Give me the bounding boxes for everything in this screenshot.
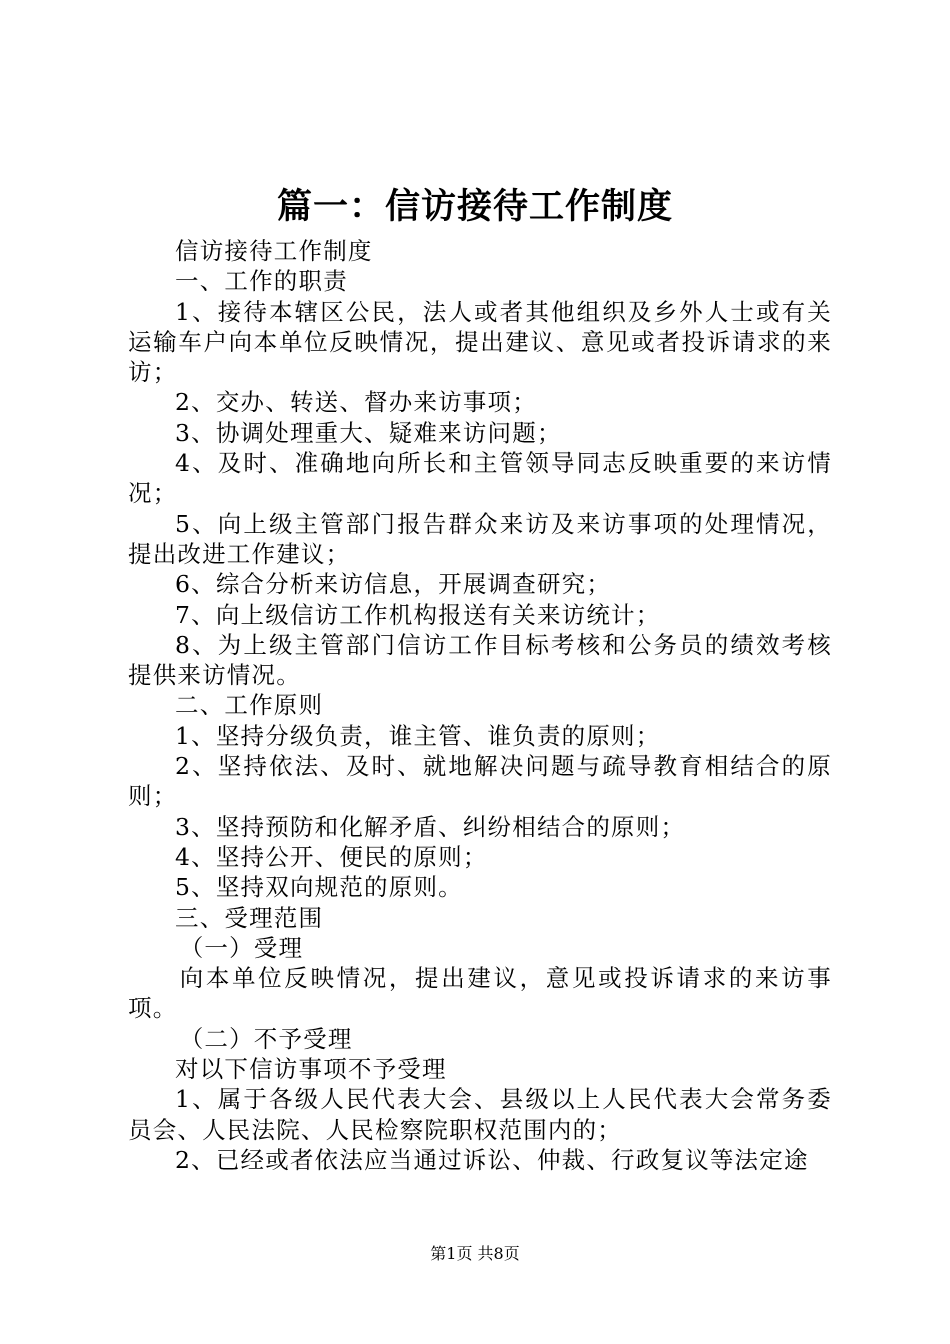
paragraph: 向本单位反映情况，提出建议，意见或投诉请求的来访事项。 xyxy=(128,964,832,1023)
section-heading: 一、工作的职责 xyxy=(175,267,348,296)
paragraph: 信访接待工作制度 xyxy=(175,237,373,265)
paragraph: 2、交办、转送、督办来访事项； xyxy=(175,388,537,417)
section-heading: 三、受理范围 xyxy=(175,903,324,932)
paragraph: 5、坚持双向规范的原则。 xyxy=(175,873,463,902)
subsection-heading: （一）受理 xyxy=(179,933,304,962)
paragraph: 8、为上级主管部门信访工作目标考核和公务员的绩效考核提供来访情况。 xyxy=(128,630,832,690)
document-title: 篇一：信访接待工作制度 xyxy=(276,186,673,227)
paragraph: 5、向上级主管部门报告群众来访及来访事项的处理情况，提出改进工作建议； xyxy=(128,509,832,568)
paragraph: 1、接待本辖区公民，法人或者其他组织及乡外人士或有关运输车户向本单位反映情况，提出建议、意见或者投诉请求的来访； xyxy=(128,297,832,387)
paragraph: 4、及时、准确地向所长和主管领导同志反映重要的来访情况； xyxy=(128,449,832,508)
paragraph: 7、向上级信访工作机构报送有关来访统计； xyxy=(175,600,661,629)
document-body xyxy=(128,236,832,1175)
paragraph: 1、属于各级人民代表大会、县级以上人民代表大会常务委员会、人民法院、人民检察院职权范围内的； xyxy=(128,1085,832,1144)
paragraph: 2、已经或者依法应当通过诉讼、仲裁、行政复议等法定途 xyxy=(175,1145,809,1174)
paragraph: 3、坚持预防和化解矛盾、纠纷相结合的原则； xyxy=(175,812,686,841)
paragraph: 3、协调处理重大、疑难来访问题； xyxy=(175,418,562,447)
paragraph: 对以下信访事项不予受理 xyxy=(175,1055,447,1084)
page-footer: 第1页 共8页 xyxy=(430,1244,520,1263)
paragraph: 2、坚持依法、及时、就地解决问题与疏导教育相结合的原则； xyxy=(128,752,832,811)
section-heading: 二、工作原则 xyxy=(175,691,324,720)
paragraph: 6、综合分析来访信息，开展调查研究； xyxy=(175,570,612,599)
subsection-heading: （二）不予受理 xyxy=(179,1024,353,1053)
paragraph: 1、坚持分级负责，谁主管、谁负责的原则； xyxy=(175,721,661,750)
paragraph: 4、坚持公开、便民的原则； xyxy=(175,842,488,871)
